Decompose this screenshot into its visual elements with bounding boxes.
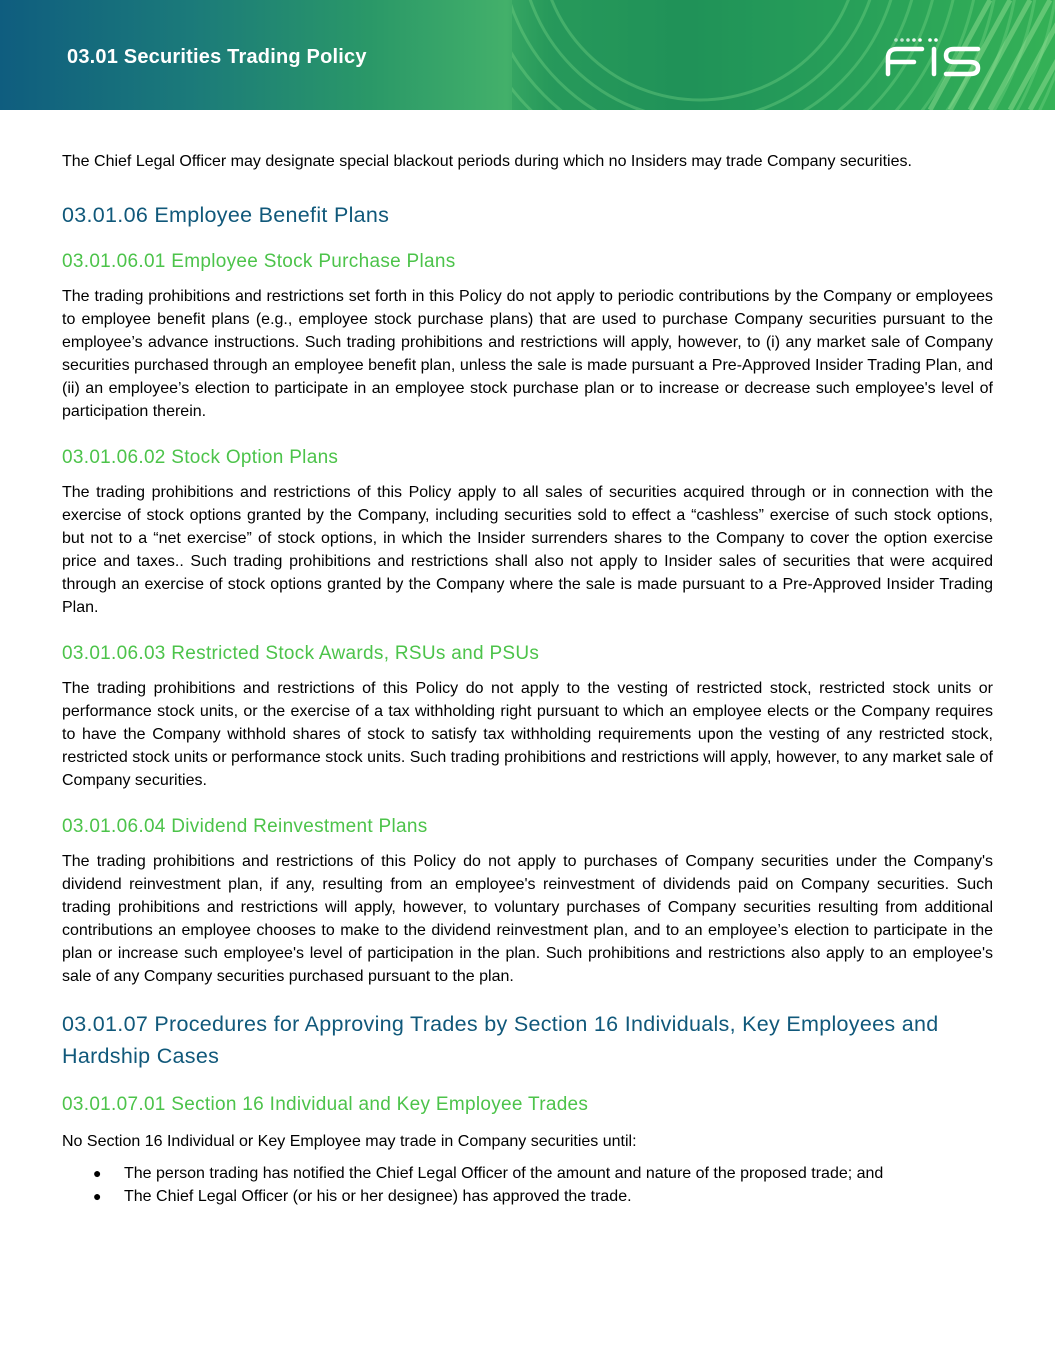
subsection-heading-section16-trades: 03.01.07.01 Section 16 Individual and Key Employee Trades (62, 1094, 589, 1115)
section-heading-approving-trades: 03.01.07 Procedures for Approving Trades by Section 16 Individuals, Key Employees and Hardship Cases (62, 1012, 939, 1068)
list-item-text: The person trading has notified the Chief Legal Officer of the amount and nature of the proposed trade; and (124, 1165, 884, 1182)
document-title: 03.01 Securities Trading Policy (67, 46, 367, 68)
subsection-heading-stock-option-plans: 03.01.06.02 Stock Option Plans (62, 447, 339, 468)
fis-logo-icon (884, 36, 984, 80)
subsection-heading-restricted-stock: 03.01.06.03 Restricted Stock Awards, RSUs and PSUs (62, 643, 540, 664)
restricted-stock-paragraph: The trading prohibitions and restrictions of this Policy do not apply to the vesting of restricted stock, restricted stock units or performance stock units, or the exercise of a tax withholding right pursuant to which an employee elects or the Company requires to have the Company withhold shares of stock to satisfy tax withholding requirements upon the vesting of any restricted stock, restricted stock units or performance stock units. Such trading prohibitions and restrictions will apply, however, to any market sale of Company securities. (62, 680, 993, 789)
bullet-icon: ● (93, 1165, 102, 1181)
document-body (62, 150, 993, 1208)
list-item (62, 1185, 993, 1208)
intro-paragraph: The Chief Legal Officer may designate special blackout periods during which no Insiders may trade Company securities. (62, 153, 912, 170)
espp-paragraph: The trading prohibitions and restrictions set forth in this Policy do not apply to periodic contributions by the Company or employees to employee benefit plans (e.g., employee stock purchase plans) that are used to purchase Company securities pursuant to the employee’s advance instructions. Such trading prohibitions and restrictions will apply, however, to (i) any market sale of Company securities purchased through an employee benefit plan, unless the sale is made pursuant a Pre-Approved Insider Trading Plan, and (ii) an employee’s election to participate in an employee stock purchase plan or to increase or decrease such employee's level of participation therein. (62, 288, 993, 420)
list-item-text: The Chief Legal Officer (or his or her designee) has approved the trade. (124, 1188, 632, 1205)
section-heading-employee-benefit-plans: 03.01.06 Employee Benefit Plans (62, 203, 390, 227)
subsection-heading-dividend-reinvestment: 03.01.06.04 Dividend Reinvestment Plans (62, 816, 428, 837)
dividend-reinvestment-paragraph: The trading prohibitions and restrictions of this Policy do not apply to purchases of Company securities under the Company's dividend reinvestment plan, if any, resulting from an employee's reinvestment of dividends paid on Company securities. Such trading prohibitions and restrictions will apply, however, to voluntary purchases of Company securities resulting from additional contributions an employee chooses to make to the dividend reinvestment plan, and to an employee’s election to participate in the plan or increase such employee's level of participation in the plan. Such prohibitions and restrictions also apply to an employee's sale of any Company securities purchased pursuant to the plan. (62, 853, 993, 985)
section16-paragraph: No Section 16 Individual or Key Employee may trade in Company securities until: (62, 1133, 637, 1150)
approval-conditions-list (62, 1162, 993, 1208)
bullet-icon: ● (93, 1188, 102, 1204)
page-header-banner (0, 0, 1055, 110)
list-item (62, 1162, 993, 1185)
subsection-heading-espp: 03.01.06.01 Employee Stock Purchase Plans (62, 251, 456, 272)
stock-option-paragraph: The trading prohibitions and restrictions of this Policy apply to all sales of securities acquired through or in connection with the exercise of stock options granted by the Company, including securities sold to effect a “cashless” exercise of such stock options, but not to a “net exercise” of stock options, in which the Insider surrenders shares to the Company to cover the option exercise price and taxes.. Such trading prohibitions and restrictions shall also not apply to Insider sales of securities that were acquired through an exercise of stock options granted by the Company where the sale is made pursuant to a Pre-Approved Insider Trading Plan. (62, 484, 993, 616)
